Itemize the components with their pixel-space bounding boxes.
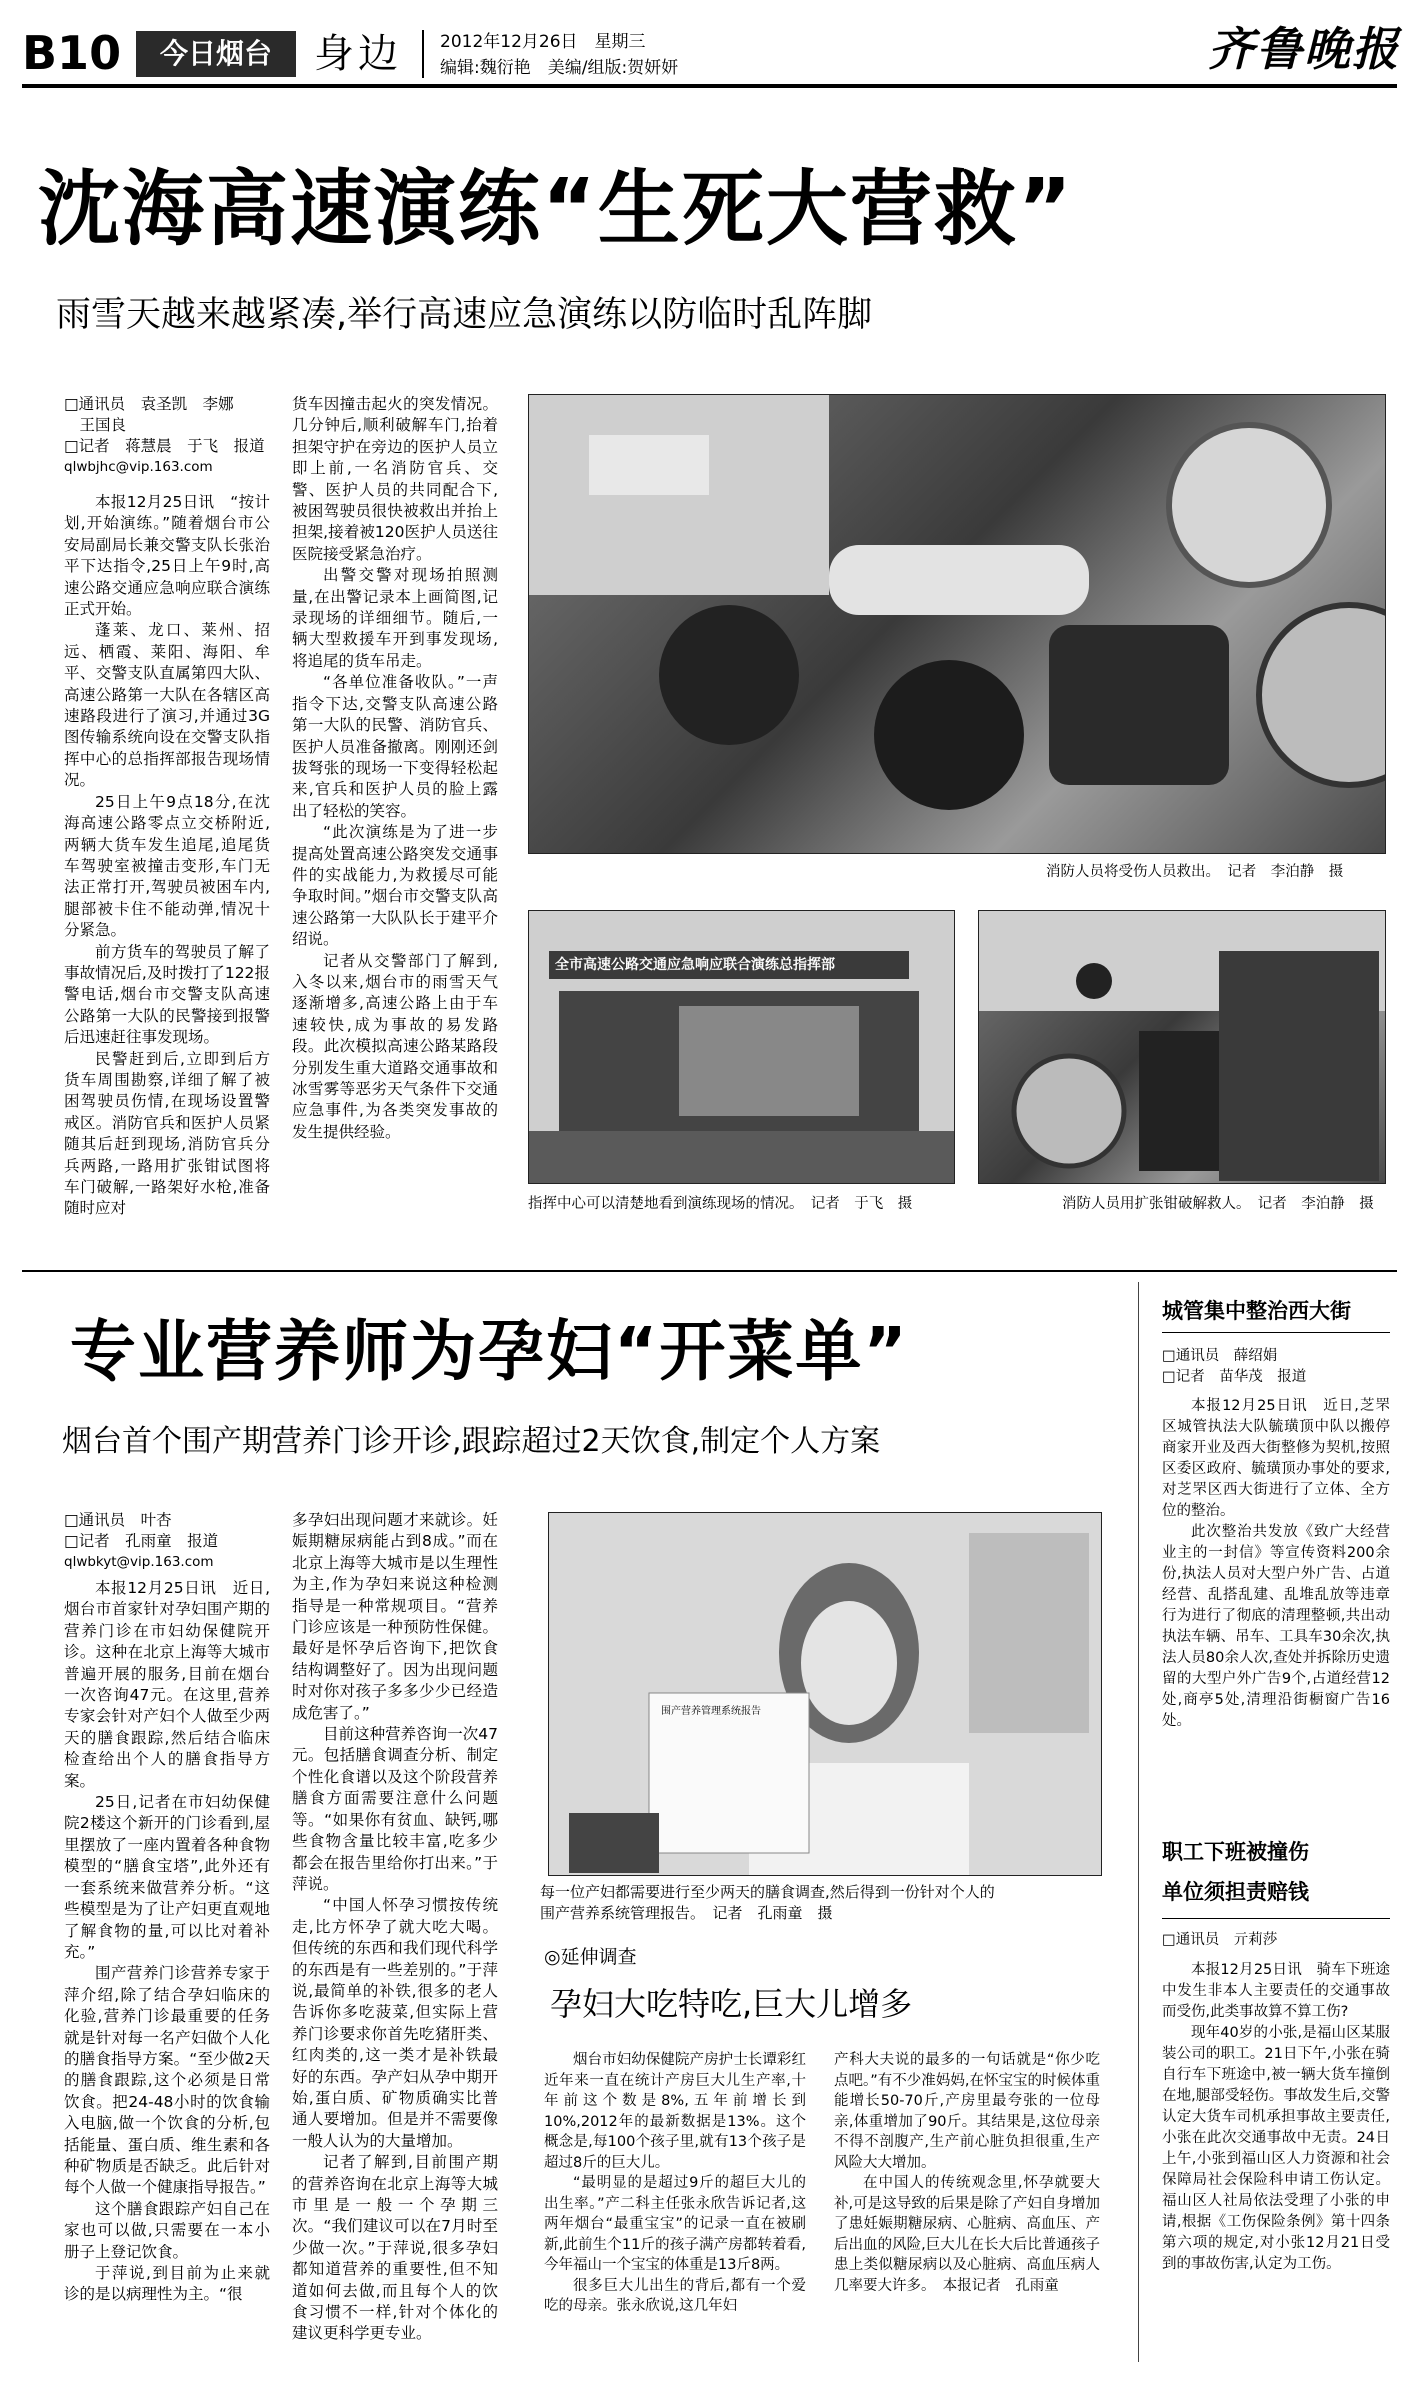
page-number: B10 [22,26,122,80]
masthead-logo: 齐鲁晚报 [1208,22,1400,76]
paragraph: 25日,记者在市妇幼保健院2楼这个新开的门诊看到,屋里摆放了一座内置着各种食物模型的“膳食宝塔”,此外还有一套系统来做营养分析。“这些模型是为了让产妇更直观地了解食物的量,可以比对着补充。” [64,1793,270,1961]
headline-line: 单位须担责赔钱 [1162,1880,1309,1904]
rescue-photo-main [528,394,1386,854]
nutritionist-photo-caption [540,1882,1110,1924]
section-name: 身边 [314,31,402,77]
paragraph: 出警交警对现场拍照测量,在出警记录本上画简图,记录现场的详细细节。随后,一辆大型救援车开到事发现场,将追尾的货车吊走。 [292,566,498,670]
paragraph: 现年40岁的小张,是福山区某服装公司的职工。21日下午,小张在骑自行车下班途中,被一辆大货车撞倒在地,腿部受轻伤。事故发生后,交警认定大货车司机承担事故主要责任,小张在此次交通事故中无责。24日上午,小张到福山区人力资源和社会保障局社会保险科申请工伤认定。福山区人社局依法受理了小张的申请,根据《工伤保险条例》第十四条第六项的规定,对小张12月21日受到的事故伤害,认定为工伤。 [1162,2025,1390,2272]
paragraph: 蓬莱、龙口、莱州、招远、栖霞、莱阳、海阳、牟平、交警支队直属第四大队、高速公路第一大队在各辖区高速路段进行了演习,并通过3G图传输系统向设在交警支队指挥中心的总指挥部报告现场情况。 [64,621,270,790]
paragraph: “中国人怀孕习惯按传统走,比方怀孕了就大吃大喝。但传统的东西和我们现代科学的东西是有一些差别的。”于萍说,最简单的补铁,很多的老人告诉你多吃菠菜,但实际上营养门诊要求你首先吃猪肝类、红肉类的,这一类才是补铁最好的东西。孕产妇从孕中期开始,蛋白质、矿物质确实比普通人要增加。但是并不需要像一般人认为的大量增加。 [292,1896,498,2150]
story2-column-2 [292,1510,498,2358]
paragraph: 本报12月25日讯 骑车下班途中发生非本人主要责任的交通事故而受伤,此类事故算不算工伤? [1162,1962,1390,2020]
caption-line: 围产营养系统管理报告。 记者 孔雨童 摄 [540,1904,833,1922]
header-rule [22,84,1397,88]
date-line: 2012年12月26日 星期三 [440,32,646,52]
rescue-scene-illustration [529,395,1385,853]
header-divider [422,30,424,78]
paragraph: “此次演练是为了进一步提高处置高速公路突发交通事件的实战能力,为救援尽可能争取时间。”烟台市交警支队高速公路第一大队队长于建平介绍说。 [292,823,498,949]
sidebar-story-a-headline: 城管集中整治西大街 [1162,1299,1351,1323]
story1-column-2 [292,394,498,1279]
spreader-rescue-photo [978,910,1386,1184]
sidebar-story-a-byline [1162,1346,1390,1388]
paragraph: 本报12月25日讯 “按计划,开始演练。”随着烟台市公安局副局长兼交警支队长张治平下达指令,25日上午9时,高速公路交通应急响应联合演练正式开始。 [64,493,270,619]
paragraph: 产科大夫说的最多的一句话就是“你少吃点吧。”有不少准妈妈,在怀宝宝的时候体重能增长50-70斤,产房里最夸张的一位母亲,体重增加了90斤。其结果是,这位母亲不得不剖腹产,生产前心脏负担很重,生产风险大大增加。 [834,2052,1100,2171]
follow-up-column-1 [544,2050,806,2360]
editor-line: 编辑:魏衍艳 美编/组版:贺妍妍 [440,58,679,78]
sidebar-divider [1138,1282,1139,2362]
paragraph: 本报12月25日讯 近日,烟台市首家针对孕妇围产期的营养门诊在市妇幼保健院开诊。这种在北京上海等大城市普遍开展的服务,目前在烟台一次咨询47元。在这里,营养专家会针对产妇个人做至少两天的膳食跟踪,然后结合临床检查给出个人的膳食指导方案。 [64,1579,270,1790]
paragraph: 货车因撞击起火的突发情况。几分钟后,顺利破解车门,抬着担架守护在旁边的医护人员立即上前,一名消防官兵、交警、医护人员的共同配合下,被困驾驶员很快被救出并抬上担架,接着被120医护人员送往医院接受紧急治疗。 [292,395,498,563]
report-sheet-title: 围产营养管理系统报告 [661,1706,761,1717]
story2-subheadline: 烟台首个围产期营养门诊开诊,跟踪超过2天饮食,制定个人方案 [62,1424,881,1459]
byline-line: □通讯员 薛绍娟 [1162,1348,1278,1364]
nutritionist-illustration [549,1513,1101,1875]
main-photo-caption: 消防人员将受伤人员救出。 记者 李泊静 摄 [1046,864,1344,880]
byline-line: □记者 苗华茂 报道 [1162,1369,1307,1385]
byline-email: qlwbkyt@vip.163.com [64,1554,214,1570]
paragraph: 围产营养门诊营养专家于萍介绍,除了结合孕妇临床的化验,营养门诊最重要的任务就是针对每一名产妇做个人化的膳食指导方案。“至少做2天的膳食跟踪,这个必须是日常饮食。把24-48小时的饮食输入电脑,做一个饮食的分析,包括能量、蛋白质、维生素和各种矿物质是否缺乏。此后针对每个人做一个健康指导报告。” [64,1964,270,2197]
spreader-rescue-caption: 消防人员用扩张钳破解救人。 记者 李泊静 摄 [1062,1196,1374,1212]
paragraph: 25日上午9点18分,在沈海高速公路零点立交桥附近,两辆大货车发生追尾,追尾货车驾驶室被撞击变形,车门无法正常打开,驾驶员被困车内,腿部被卡住不能动弹,情况十分紧急。 [64,792,270,940]
paragraph: 此次整治共发放《致广大经营业主的一封信》等宣传资料200余份,执法人员对大型户外广告、占道经营、乱搭乱建、乱堆乱放等违章行为进行了彻底的清理整顿,共出动执法车辆、吊车、工具车30余次,执法人员80余人次,查处并拆除历史遗留的大型户外广告9个,占道经营12处,商亭5处,清理沿街橱窗广告16处。 [1162,1524,1390,1729]
story1-byline [64,394,270,478]
story2-byline [64,1510,270,1573]
story2-column-1 [64,1578,270,2358]
section-separator [22,1270,1397,1272]
paragraph: “各单位准备收队。”一声指令下达,交警支队高速公路第一大队的民警、消防官兵、医护人员准备撤离。刚刚还剑拔弩张的现场一下变得轻松起来,官兵和医护人员的脸上露出了轻松的笑容。 [292,673,498,820]
page-header [0,0,1417,82]
story2-headline: 专业营养师为孕妇“开菜单” [70,1313,909,1390]
paragraph: 于萍说,到目前为止来就诊的是以病理性为主。“很 [64,2264,270,2304]
command-center-photo [528,910,955,1184]
paragraph: 烟台市妇幼保健院产房护士长谭彩红近年来一直在统计产房巨大儿生产率,十年前这个数是8%,五年前增长到10%,2012年的最新数据是13%。这个概念是,每100个孩子里,就有13个孩子是超过8斤的巨大儿。 [544,2052,806,2171]
byline-line: □记者 孔雨童 报道 [64,1532,219,1550]
follow-up-headline: 孕妇大吃特吃,巨大儿增多 [550,1985,913,2023]
byline-line: □记者 蒋慧晨 于飞 报道 [64,437,265,455]
command-center-illustration [529,911,954,1183]
follow-up-tag: ◎延伸调查 [544,1946,637,1968]
byline-line: □通讯员 亓莉莎 [1162,1932,1278,1948]
paragraph: “最明显的是超过9斤的超巨大儿的出生率。”产二科主任张永欣告诉记者,这两年烟台“最重宝宝”的记录一直在被刷新,此前生个11斤的孩子满产房都转着看,今年福山一个宝宝的体重是13斤8两。 [544,2175,806,2273]
paragraph: 记者了解到,目前围产期的营养咨询在北京上海等大城市里是一般一个孕期三次。“我们建议可以在7月时至少做一次。”于萍说,很多孕妇都知道营养的重要性,但不知道如何去做,而且每个人的饮食习惯不一样,针对个体化的建议更科学更专业。 [292,2153,498,2343]
paragraph: 多孕妇出现问题才来就诊。妊娠期糖尿病能占到8成。”而在北京上海等大城市是以生理性为主,作为孕妇来说这种检测指导是一种常规项目。“营养门诊应该是一种预防性保健。最好是怀孕后咨询下,把饮食结构调整好了。因为出现问题时对你对孩子多多少少已经造成危害了。” [292,1511,498,1722]
byline-line: 王国良 [64,416,127,434]
paragraph: 民警赶到后,立即到后方货车周围勘察,详细了解了被困驾驶员伤情,在现场设置警戒区。消防官兵和医护人员紧随其后赶到现场,消防官兵分兵两路,一路用扩张钳试图将车门破解,一路架好水枪,准备随时应对 [64,1049,270,1218]
section-tag: 今日烟台 [136,31,296,77]
paragraph: 在中国人的传统观念里,怀孕就要大补,可是这导致的后果是除了产妇自身增加了患妊娠期糖尿病、心脏病、高血压、产后出血的风险,巨大儿在长大后比普通孩子患上类似糖尿病以及心脏病、高血压病人几率要大许多。 本报记者 孔雨童 [834,2175,1100,2294]
follow-up-column-2 [834,2050,1100,2360]
paragraph: 目前这种营养咨询一次47元。包括膳食调查分析、制定个性化食谱以及这个阶段营养膳食方面需要注意什么问题等。“如果你有贫血、缺钙,哪些食物含量比较丰富,吃多少都会在报告里给你打出来。”于萍说。 [292,1725,498,1893]
paragraph: 这个膳食跟踪产妇自己在家也可以做,只需要在一本小册子上登记饮食。 [64,2199,270,2261]
paragraph: 本报12月25日讯 近日,芝罘区城管执法大队毓璜顶中队以搬停商家开业及西大街整修为契机,按照区委区政府、毓璜顶办事处的要求,对芝罘区西大街进行了立体、全方位的整治。 [1162,1398,1390,1519]
byline-line: □通讯员 叶杏 [64,1511,172,1529]
command-center-banner: 全市高速公路交通应急响应联合演练总指挥部 [555,957,835,973]
sidebar-story-b-headline [1162,1832,1390,1912]
sidebar-story-a-body [1162,1396,1390,1816]
spreader-rescue-illustration [979,911,1385,1183]
byline-line: □通讯员 袁圣凯 李娜 [64,395,234,413]
headline-line: 职工下班被撞伤 [1162,1840,1309,1864]
story1-headline: 沈海高速演练“生死大营救” [38,162,1074,257]
paragraph: 记者从交警部门了解到,入冬以来,烟台市的雨雪天气逐渐增多,高速公路上由于车速较快,成为事故的易发路段。此次模拟高速公路某路段分别发生重大道路交通事故和冰雪雾等恶劣天气条件下交通应急事件,为各类突发事故的发生提供经验。 [292,951,498,1141]
sidebar-story-b-rule [1162,1918,1390,1919]
byline-email: qlwbjhc@vip.163.com [64,459,213,475]
story1-subheadline: 雨雪天越来越紧凑,举行高速应急演练以防临时乱阵脚 [56,295,873,335]
paragraph: 前方货车的驾驶员了解了事故情况后,及时拨打了122报警电话,烟台市交警支队高速公路第一大队的民警接到报警后迅速赶往事发现场。 [64,942,270,1047]
sidebar-story-b-byline [1162,1930,1390,1951]
story1-column-1 [64,492,270,1277]
caption-line: 每一位产妇都需要进行至少两天的膳食调查,然后得到一份针对个人的 [540,1883,995,1901]
command-center-caption: 指挥中心可以清楚地看到演练现场的情况。 记者 于飞 摄 [528,1196,913,1212]
paragraph: 很多巨大儿出生的背后,都有一个爱吃的母亲。张永欣说,这几年妇 [544,2277,806,2314]
nutritionist-photo [548,1512,1102,1876]
sidebar-story-a-rule [1162,1332,1390,1333]
sidebar-story-b-body [1162,1960,1390,2360]
